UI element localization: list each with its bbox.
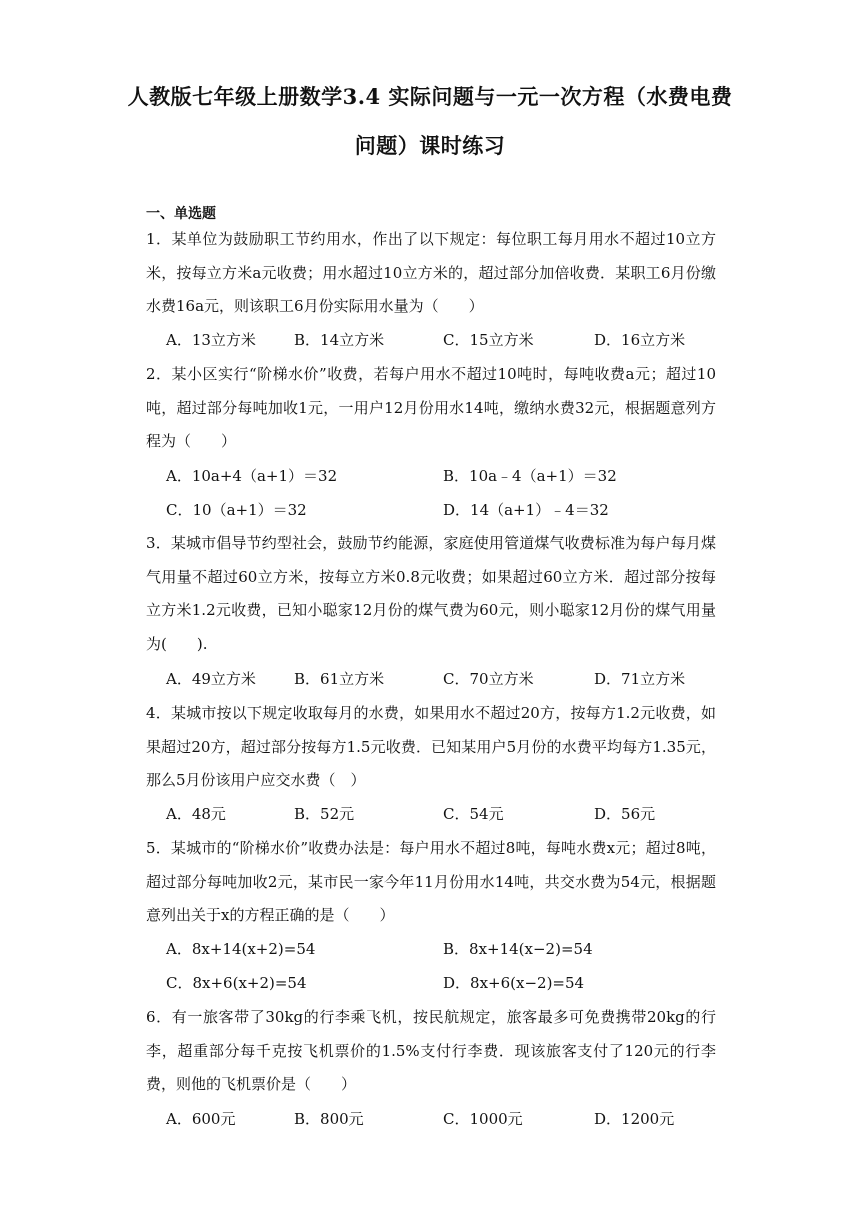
- option-d: D．14（a+1）﹣4＝32: [443, 501, 609, 519]
- option-d: D．71立方米: [594, 670, 686, 688]
- question-3-stem: 3．某城市倡导节约型社会，鼓励节约能源，家庭使用管道煤气收费标准为每户每月煤气用量不超过60立方米，按每立方米0.8元收费；如果超过60立方米．超过部分按每立方米1.2元收费，已知小聪家12月份的煤气费为60元，则小聪家12月份的煤气用量为( ).: [146, 534, 716, 653]
- option-a: A．49立方米: [166, 670, 256, 688]
- question-2-options-row2: [166, 499, 726, 529]
- question-5-options-row1: [166, 938, 726, 968]
- question-3-options: [166, 668, 726, 698]
- option-c: C．70立方米: [443, 670, 534, 688]
- option-d: D．16立方米: [594, 331, 686, 349]
- option-d: D．56元: [594, 805, 656, 823]
- option-c: C．1000元: [443, 1110, 523, 1128]
- option-b: B．8x+14(x−2)=54: [443, 940, 593, 958]
- option-c: C．10（a+1）＝32: [166, 501, 307, 519]
- section-heading: 一、单选题: [146, 206, 216, 222]
- option-b: B．14立方米: [294, 331, 385, 349]
- page-title: 人教版七年级上册数学3.4 实际问题与一元一次方程（水费电费问题）课时练习: [127, 84, 733, 158]
- option-b: B．61立方米: [294, 670, 385, 688]
- option-b: B．10a﹣4（a+1）＝32: [443, 467, 617, 485]
- question-1-stem: 1．某单位为鼓励职工节约用水，作出了以下规定：每位职工每月用水不超过10立方米，按每立方米a元收费；用水超过10立方米的，超过部分加倍收费．某职工6月份缴水费16a元，则该职工6月份实际用水量为（ ）: [146, 230, 716, 315]
- question-6-options: [166, 1108, 726, 1138]
- option-c: C．54元: [443, 805, 504, 823]
- option-d: D．1200元: [594, 1110, 675, 1128]
- question-2-options-row1: [166, 465, 726, 495]
- question-5-stem: 5．某城市的“阶梯水价”收费办法是：每户用水不超过8吨，每吨水费x元；超过8吨，超过部分每吨加收2元，某市民一家今年11月份用水14吨，共交水费为54元，根据题意列出关于x的方程正确的是（ ）: [146, 839, 716, 924]
- question-1-options: [166, 329, 726, 359]
- option-a: A．48元: [166, 805, 226, 823]
- option-b: B．800元: [294, 1110, 364, 1128]
- question-4-stem: 4．某城市按以下规定收取每月的水费，如果用水不超过20方，按每方1.2元收费，如果超过20方，超过部分按每方1.5元收费．已知某用户5月份的水费平均每方1.35元，那么5月份该用户应交水费（ ）: [146, 704, 716, 789]
- question-6-stem: 6．有一旅客带了30kg的行李乘飞机，按民航规定，旅客最多可免费携带20kg的行李，超重部分每千克按飞机票价的1.5%支付行李费．现该旅客支付了120元的行李费，则他的飞机票价是（ ）: [146, 1008, 716, 1093]
- option-a: A．600元: [166, 1110, 236, 1128]
- option-c: C．15立方米: [443, 331, 534, 349]
- option-b: B．52元: [294, 805, 355, 823]
- question-2-stem: 2．某小区实行“阶梯水价”收费，若每户用水不超过10吨时，每吨收费a元；超过10吨，超过部分每吨加收1元，一用户12月份用水14吨，缴纳水费32元，根据题意列方程为（ ）: [146, 365, 716, 450]
- question-5-options-row2: [166, 972, 726, 1002]
- option-a: A．13立方米: [166, 331, 256, 349]
- option-a: A．8x+14(x+2)=54: [166, 940, 316, 958]
- option-c: C．8x+6(x+2)=54: [166, 974, 307, 992]
- option-d: D．8x+6(x−2)=54: [443, 974, 585, 992]
- question-4-options: [166, 803, 726, 833]
- option-a: A．10a+4（a+1）＝32: [166, 467, 338, 485]
